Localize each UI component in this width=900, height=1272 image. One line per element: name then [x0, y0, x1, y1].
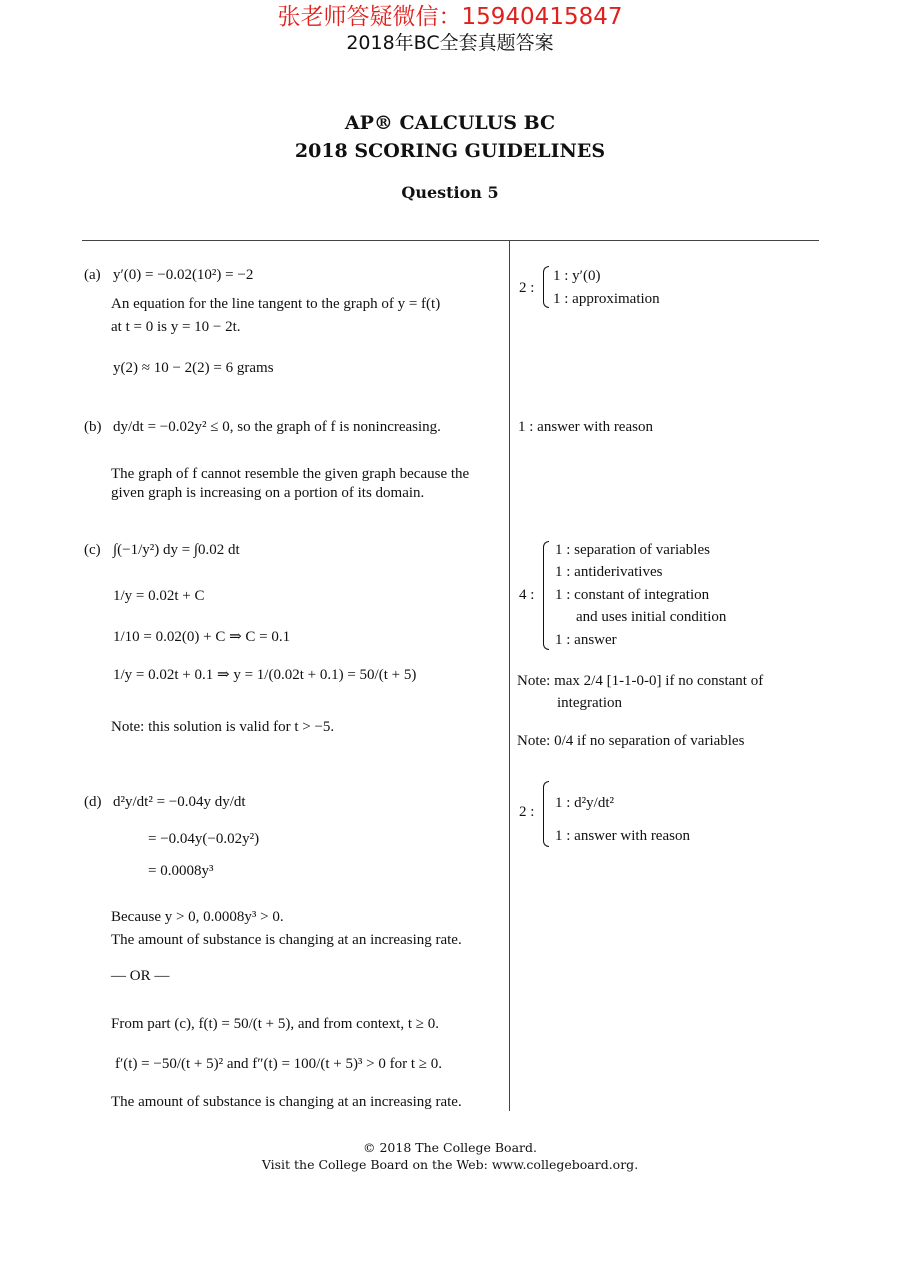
part-c-brace	[543, 541, 549, 650]
part-d-point-2: 1 : answer with reason	[555, 828, 690, 844]
part-d-eq1: d²y/dt² = −0.04y dy/dt	[113, 794, 246, 810]
part-c-point-3b: and uses initial condition	[576, 609, 727, 625]
part-a-point-2: 1 : approximation	[553, 291, 660, 307]
part-c-note1-cont: integration	[557, 695, 622, 711]
part-d-eq2: = −0.04y(−0.02y²)	[148, 831, 260, 847]
part-d-text4: The amount of substance is changing at an increasing rate.	[111, 1094, 462, 1110]
part-b-eq1: dy/dt = −0.02y² ≤ 0, so the graph of f is nonincreasing.	[113, 419, 441, 435]
part-c-points-total: 4 :	[519, 587, 535, 603]
part-d-point-1: 1 : d²y/dt²	[555, 795, 614, 811]
part-a-text1: An equation for the line tangent to the graph of y = f(t)	[111, 296, 441, 312]
part-d-label: (d)	[84, 794, 102, 810]
part-c-eq1: ∫(−1/y²) dy = ∫0.02 dt	[113, 542, 240, 558]
question-title: Question 5	[401, 183, 499, 202]
part-c-eq3: 1/10 = 0.02(0) + C ⇒ C = 0.1	[113, 629, 291, 645]
part-d-text2: The amount of substance is changing at an increasing rate.	[111, 932, 462, 948]
part-c-note1: Note: max 2/4 [1-1-0-0] if no constant of	[517, 673, 764, 689]
part-c-eq4: 1/y = 0.02t + 0.1 ⇒ y = 1/(0.02t + 0.1) = 50/(t + 5)	[113, 667, 417, 683]
part-d-eq3: = 0.0008y³	[148, 863, 214, 879]
part-d-points-total: 2 :	[519, 804, 535, 820]
header-divider	[82, 240, 819, 241]
part-b-label: (b)	[84, 419, 102, 435]
part-c-point-3: 1 : constant of integration	[555, 587, 710, 603]
column-divider	[509, 241, 510, 1111]
part-c-point-4: 1 : answer	[555, 632, 617, 648]
part-c-point-2: 1 : antiderivatives	[555, 564, 663, 580]
page-title: 2018 SCORING GUIDELINES	[294, 140, 606, 162]
watermark-subtitle: 2018年BC全套真题答案	[346, 32, 554, 54]
footer-copyright: © 2018 The College Board.	[363, 1140, 537, 1155]
watermark-contact: 张老师答疑微信：15940415847	[277, 4, 623, 30]
footer-visit: Visit the College Board on the Web: www.collegeboard.org.	[261, 1157, 639, 1172]
part-a-eq2: y(2) ≈ 10 − 2(2) = 6 grams	[113, 360, 274, 376]
part-b-text1: The graph of f cannot resemble the given graph because the	[111, 466, 470, 482]
part-c-point-1: 1 : separation of variables	[555, 542, 710, 558]
part-a-eq1: y′(0) = −0.02(10²) = −2	[113, 267, 254, 283]
part-a-point-1: 1 : y′(0)	[553, 268, 601, 284]
part-c-note: Note: this solution is valid for t > −5.	[111, 719, 335, 735]
part-a-label: (a)	[84, 267, 101, 283]
part-a-brace	[543, 266, 549, 308]
part-d-brace	[543, 781, 549, 847]
part-d-or: — OR —	[111, 968, 170, 984]
course-title: AP® CALCULUS BC	[344, 112, 556, 134]
part-d-text3: From part (c), f(t) = 50/(t + 5), and from context, t ≥ 0.	[111, 1016, 439, 1032]
part-a-text2: at t = 0 is y = 10 − 2t.	[111, 319, 241, 335]
part-c-label: (c)	[84, 542, 101, 558]
part-a-points-total: 2 :	[519, 280, 535, 296]
part-c-note2: Note: 0/4 if no separation of variables	[517, 733, 745, 749]
part-b-point-1: 1 : answer with reason	[518, 419, 653, 435]
part-b-text2: given graph is increasing on a portion of its domain.	[111, 485, 425, 501]
part-c-eq2: 1/y = 0.02t + C	[113, 588, 205, 604]
part-d-eq4: f′(t) = −50/(t + 5)² and f″(t) = 100/(t + 5)³ > 0 for t ≥ 0.	[115, 1056, 443, 1072]
part-d-text1: Because y > 0, 0.0008y³ > 0.	[111, 909, 284, 925]
